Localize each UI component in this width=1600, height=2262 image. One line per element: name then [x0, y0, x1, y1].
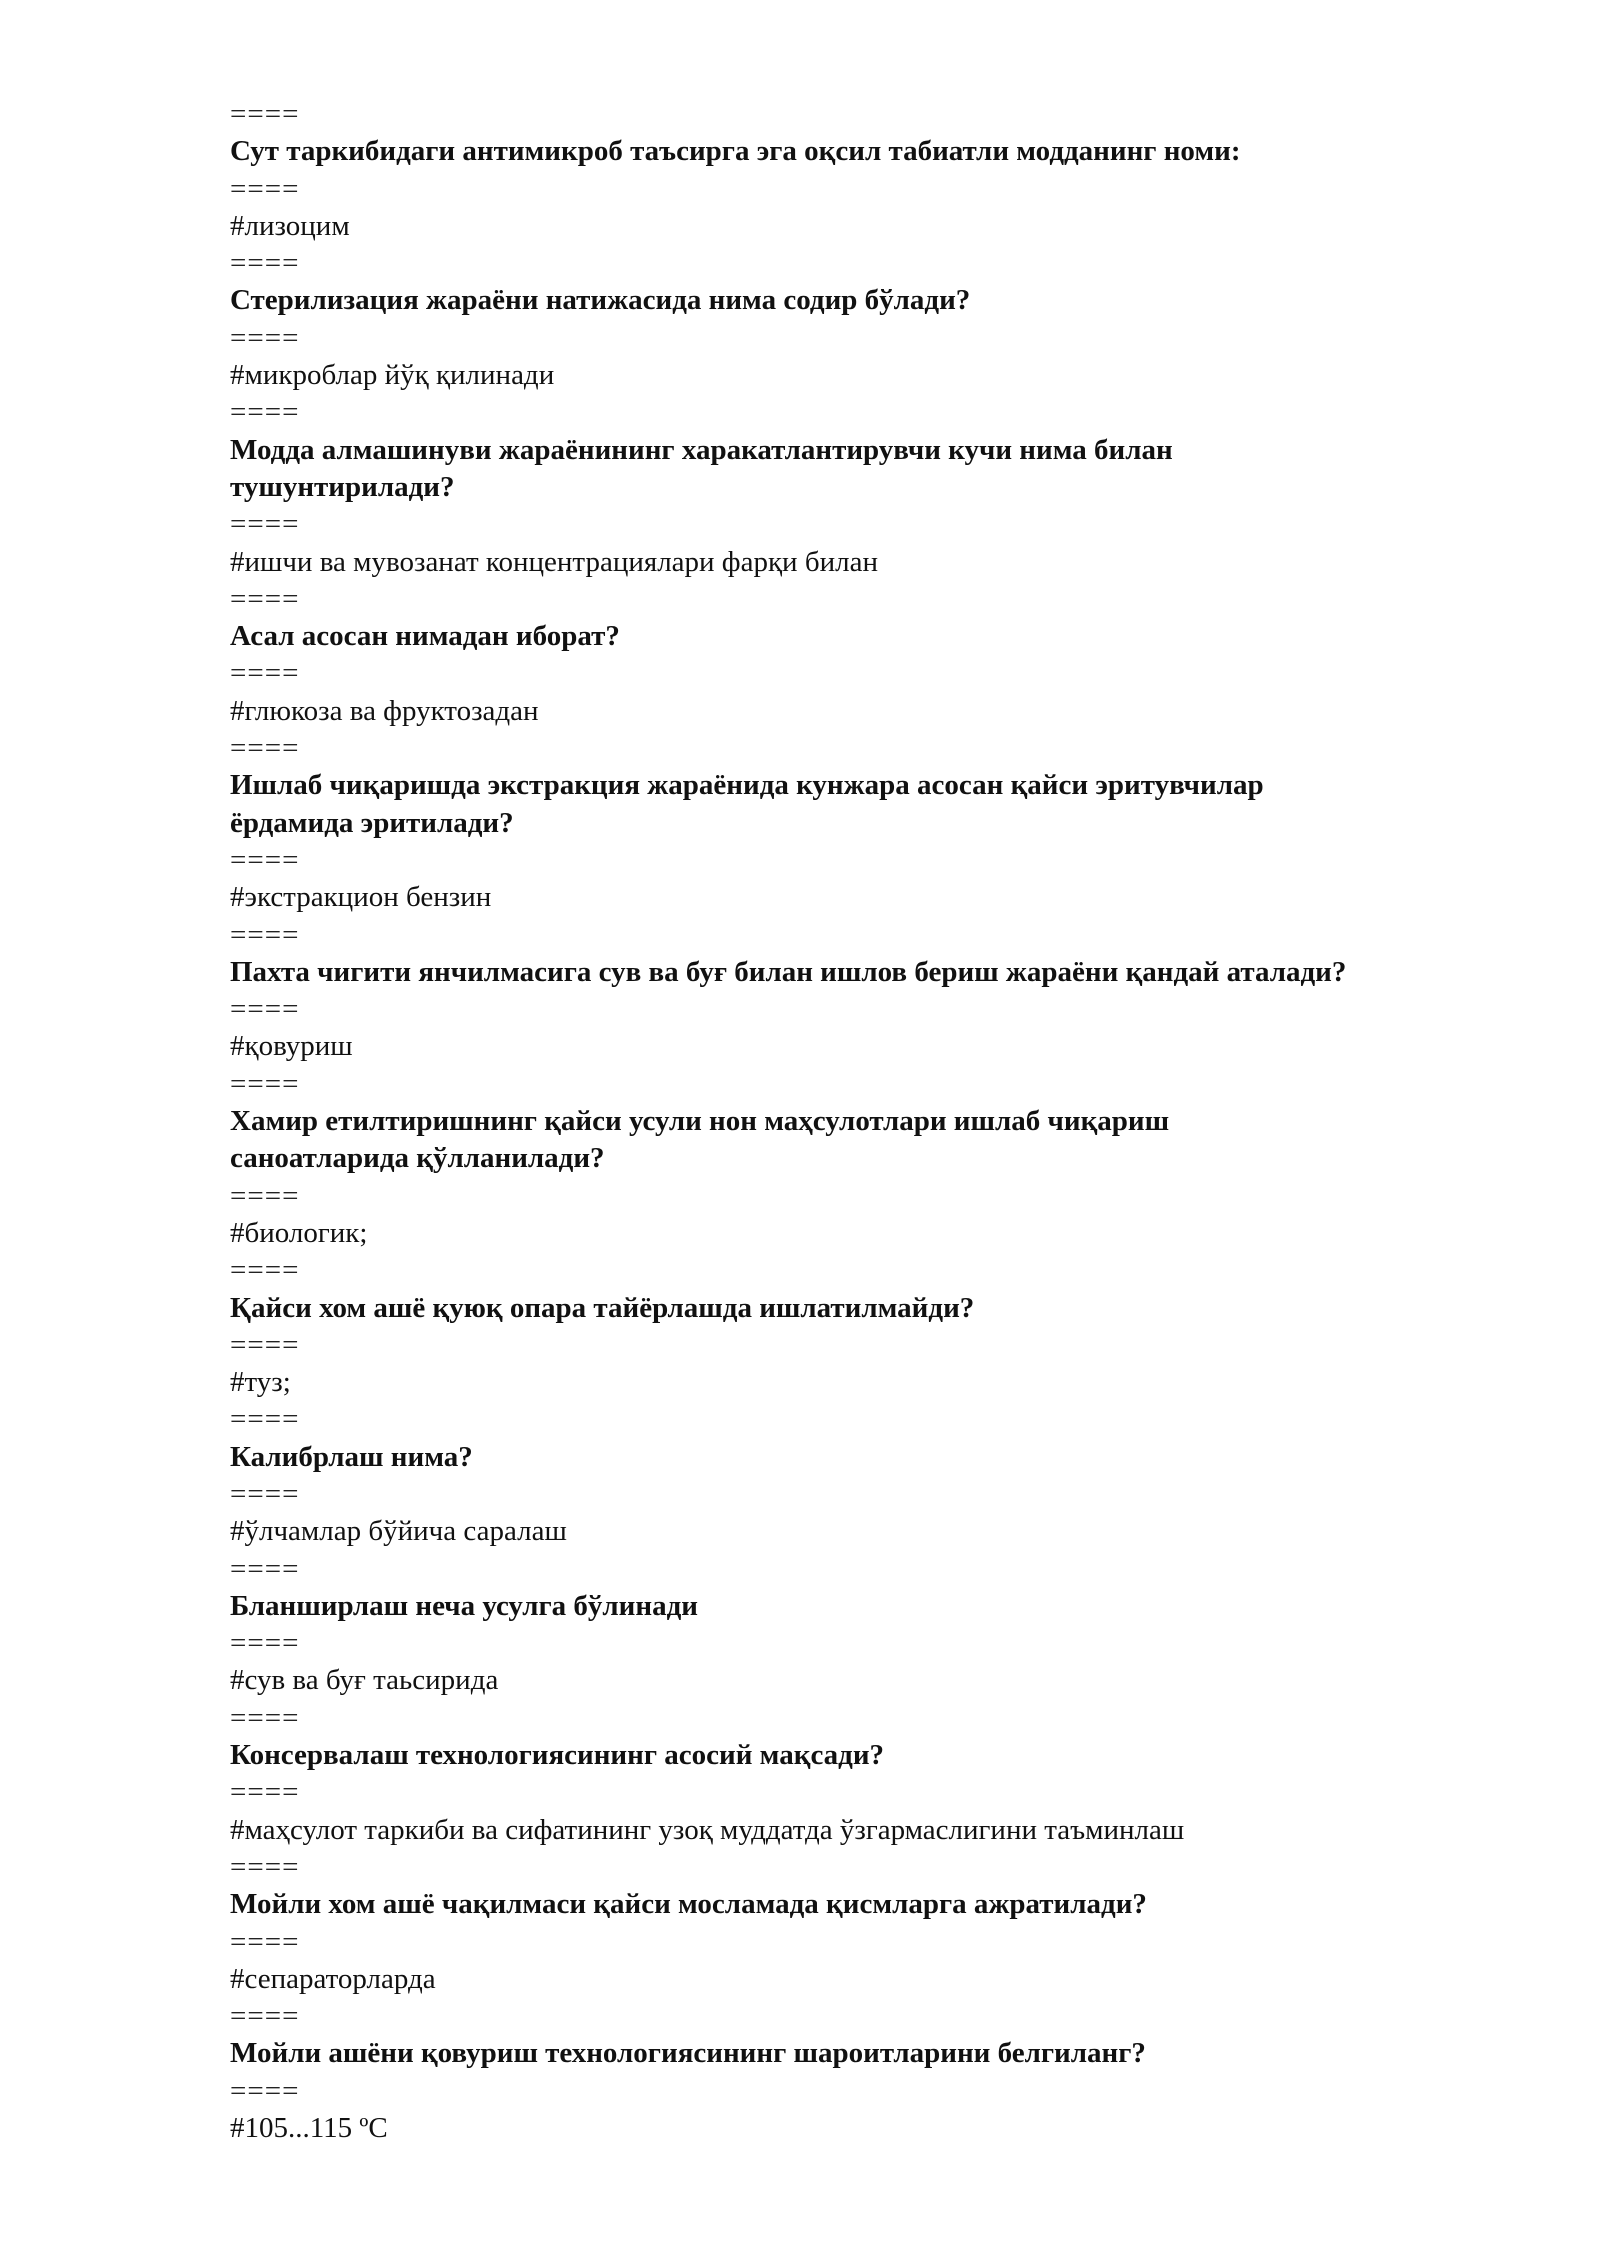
question-text: Ишлаб чиқаришда экстракция жараёнида кунжара асосан қайси эритувчилар ёрдамида эритилади? — [230, 769, 1264, 839]
answer-text: #ўлчамлар бўйича саралаш — [230, 1515, 567, 1548]
separator: ==== — [230, 1328, 300, 1361]
separator: ==== — [230, 508, 300, 541]
separator: ==== — [230, 1925, 300, 1958]
answer-text: #сепараторларда — [230, 1962, 436, 1995]
separator: ==== — [230, 657, 300, 690]
question-text: Қайси хом ашё қуюқ опара тайёрлашда ишлатилмайди? — [230, 1291, 975, 1324]
question-text: Стерилизация жараёни натижасида нима содир бўлади? — [230, 284, 971, 317]
question-text: Мойли хом ашё чақилмаси қайси мосламада қисмларга ажратилади? — [230, 1888, 1147, 1921]
separator: ==== — [230, 1179, 300, 1212]
question-text: Сут таркибидаги антимикроб таъсирга эга оқсил табиатли модданинг номи: — [230, 135, 1241, 168]
separator: ==== — [230, 2000, 300, 2033]
question-text: Калибрлаш нима? — [230, 1440, 473, 1473]
answer-text: #ишчи ва мувозанат концентрациялари фарқи билан — [230, 545, 878, 578]
answer-text: #сув ва буғ таьсирида — [230, 1664, 499, 1697]
separator: ==== — [230, 582, 300, 615]
separator: ==== — [230, 1776, 300, 1809]
separator: ==== — [230, 732, 300, 765]
separator: ==== — [230, 321, 300, 354]
document-page — [230, 96, 1530, 2147]
separator: ==== — [230, 1254, 300, 1287]
separator: ==== — [230, 172, 300, 205]
separator: ==== — [230, 1850, 300, 1883]
answer-text: #маҳсулот таркиби ва сифатининг узоқ муддатда ўзгармаслигини таъминлаш — [230, 1813, 1185, 1846]
separator: ==== — [230, 1403, 300, 1436]
answer-text: #қовуриш — [230, 1030, 353, 1063]
answer-text: #экстракцион бензин — [230, 881, 492, 914]
separator: ==== — [230, 2074, 300, 2107]
answer-text: #микроблар йўқ қилинади — [230, 359, 555, 392]
separator: ==== — [230, 918, 300, 951]
question-text: Хамир етилтиришнинг қайси усули нон маҳсулотлари ишлаб чиқариш саноатларида қўлланилади? — [230, 1105, 1170, 1175]
question-text: Консервалаш технологиясининг асосий мақсади? — [230, 1739, 885, 1772]
question-text: Пахта чигити янчилмасига сув ва буғ билан ишлов бериш жараёни қандай аталади? — [230, 955, 1347, 988]
answer-text: #лизоцим — [230, 209, 350, 242]
answer-text: #туз; — [230, 1366, 291, 1399]
answer-text: #105...115 ºС — [230, 2112, 388, 2145]
question-text: Бланширлаш неча усулга бўлинади — [230, 1589, 698, 1622]
separator: ==== — [230, 1477, 300, 1510]
separator: ==== — [230, 993, 300, 1026]
separator: ==== — [230, 1552, 300, 1585]
question-text: Мойли ашёни қовуриш технологиясининг шароитларини белгиланг? — [230, 2037, 1146, 2070]
separator: ==== — [230, 396, 300, 429]
question-text: Модда алмашинуви жараёнининг харакатлантирувчи кучи нима билан тушунтирилади? — [230, 433, 1173, 503]
separator: ==== — [230, 247, 300, 280]
question-text: Асал асосан нимадан иборат? — [230, 620, 620, 653]
separator: ==== — [230, 1627, 300, 1660]
separator: ==== — [230, 1067, 300, 1100]
answer-text: #глюкоза ва фруктозадан — [230, 694, 539, 727]
separator: ==== — [230, 1701, 300, 1734]
separator: ==== — [230, 98, 300, 130]
answer-text: #биологик; — [230, 1216, 368, 1249]
separator: ==== — [230, 843, 300, 876]
